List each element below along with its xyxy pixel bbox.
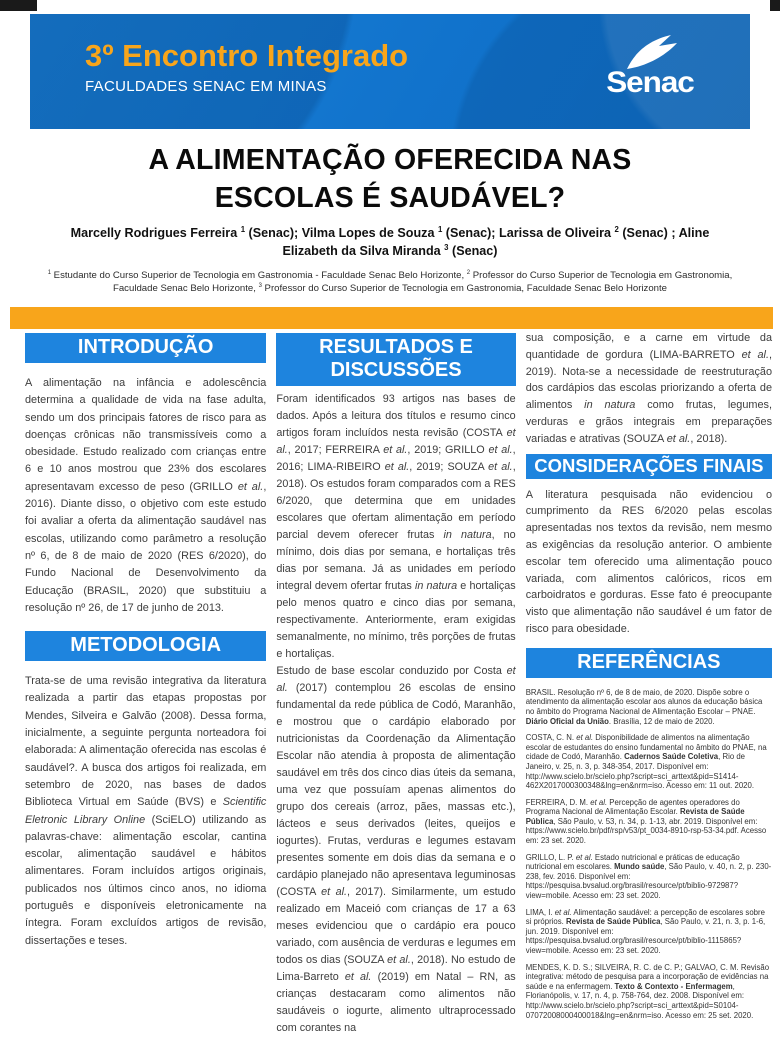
poster-title-line2: ESCOLAS É SAUDÁVEL? — [214, 182, 566, 214]
event-subtitle: FACULDADES SENAC EM MINAS — [85, 77, 327, 95]
section-heading-resultados: RESULTADOS E DISCUSSÕES — [276, 333, 515, 386]
reference-item-brasil: BRASIL. Resolução nº 6, de 8 de maio, de 2020. Dispõe sobre o atendimento da alimentação escolar aos alunos da educação básica no âmbito do Programa Nacional de Alimentação Escolar – PNAE. Diário Oficial da União. Brasília, 12 de maio de 2020. — [525, 687, 763, 726]
metodologia-text: Trata-se de uma revisão integrativa da literatura realizada a partir das etapas propostas por Mendes, Silveira e Galvão (2008). Dessa forma, inicialmente, a seguinte pergunta norteadora foi elaborada: A alimentação oferecida nas escolas é saudável?. A busca dos artigos foi realizada, em setembro de 2020, nas bases de dados Biblioteca Virtual em Saúde (BVS) e Scientific Eletronic Library Online (SciELO) utilizando as palavras-chave: alimentação escolar, cantina escolar, alimentação saudável e hábitos alimentares. Foram incluídos artigos originais, publicados nos últimos cinco anos, no idioma português e disponíveis eletronicamente na íntegra. Foram excluídos artigos de revisão, dissertações e teses. — [25, 675, 267, 947]
reference-item-mendes: MENDES, K. D. S.; SILVEIRA, R. C. de C. P.; GALVAO, C. M. Revisão integrativa: método de pesquisa para a incorporação de evidências na saúde e na enfermagem. Texto & Contexto - Enfermagem, Florianópolis, v. 17, n. 4, p. 758-764, dez. 2008. Disponível em: http://www.scielo.br/scielo.php?script=sci_arttext&pid=S0104-07072008000400018&lng=en&nrm=iso. Acesso em: 25 set. 2020. — [525, 962, 770, 1020]
reference-item-lima: LIMA, I. et al. Alimentação saudável: a percepção de escolares sobre si próprios. Revista de Saúde Pública, São Paulo, v. 21, n. 3, p. 1-6, jun. 2019. Disponível em: https://pesquisa.bvsalud.org/brasil/resource/pt/biblio-1115865?view=mobile. Acesso em: 23 set. 2020. — [525, 907, 766, 955]
reference-item-grillo: GRILLO, L. P. et al. Estado nutricional e práticas de educação nutricional em escolares. Mundo saúde, São Paulo, v. 40, n. 2, p. 230-238, fev. 2016. Disponível em: https://pesquisa.bvsalud.org/brasil/resource/pt/biblio-972987?view=mobile. Acesso em: 23 set. 2020. — [525, 852, 772, 901]
consideracoes-text: A literatura pesquisada não evidenciou o cumprimento da RES 6/2020 pelas escolas apresentadas nos textos da revisão, nem mesmo as exigências da resolução anterior. O ambiente escolar tem oferecido uma alimentação pouco variada, com alimentos calóricos, ricos em carboidratos e gorduras. Esse fato é preocupante visto que alimentação não saudável é um fator de risco para obesidade. — [525, 488, 773, 635]
resultados-text-continuation: sua composição, e a carne em virtude da quantidade de gordura (LIMA-BARRETO et al., 2019). Nota-se a necessidade de reestruturação dos cardápios das escolas priorizando a oferta de alimentos in natura como frutas, legumes, verduras e grãos integrais em preparações variadas e atrativas (SOUZA et al., 2018). — [525, 332, 773, 445]
resultados-text-part2: Estudo de base escolar conduzido por Costa et al. (2017) contemplou 26 escolas de ensino fundamental da rede pública de Codó, Maranhão, e mostrou que o cardápio elaborado por nutricionistas da Coordenação da Alimentação Escolar não atendia à proposta de alimentação saudável em três dos cinco dias úteis da semana, uma vez que possuíam apenas alimentos do grupo dos cereais (arroz, pães, massas etc.), lácteos e seus derivados (leites, queijos e iogurtes). Frutas, verduras e legumes estavam presentes somente em dois dias da semana e o cardápio planejado não apresentava leguminosas (COSTA et al., 2017). Similarmente, um estudo realizado em Maceió com crianças de 17 a 63 meses evidenciou que o cardápio era pouco variado, com ausência de verduras e legumes em todos os dias (SOUZA et al., 2018). No estudo de Lima-Barreto et al. (2019) em Natal – RN, as crianças destacaram como alimentos não saudáveis o iogurte, alimento ultraprocessado com corantes na — [276, 665, 516, 1034]
section-heading-referencias: REFERÊNCIAS — [526, 648, 772, 678]
poster-title — [40, 141, 740, 217]
poster-title-line1: A ALIMENTAÇÃO OFERECIDA NAS — [148, 144, 632, 176]
column-middle — [276, 333, 515, 1037]
column-right — [526, 333, 772, 1037]
crop-mark-top-left — [0, 0, 37, 11]
senac-logo — [590, 32, 710, 100]
section-heading-consideracoes: CONSIDERAÇÕES FINAIS — [526, 454, 772, 479]
crop-mark-top-right — [770, 0, 780, 11]
event-title: 3º Encontro Integrado — [85, 38, 409, 73]
reference-item-costa: COSTA, C. N. et al. Disponibilidade de alimentos na alimentação escolar de estudantes do ensino fundamental no âmbito do PNAE, na cidade de Codó, Maranhão. Cadernos Saúde Coletiva, Rio de Janeiro, v. 25, n. 3, p. 348-354, 2017. Disponível em: http://www.scielo.br/scielo.php?script=sci_arttext&pid=S1414-462X2017000300348&lng=en&nrm=iso. Acesso em: 11 out. 2020. — [525, 733, 767, 791]
reference-item-ferreira: FERREIRA, D. M. et al. Percepção de agentes operadores do Programa Nacional de Alimentação Escolar. Revista de Saúde Pública, São Paulo, v. 53, n. 34, p. 1-13, abr. 2019. Disponível em: https://www.scielo.br/pdf/rsp/v53/pt_0034-8910-rsp-53-34.pdf. Acesso em: 23 set. 2020. — [525, 797, 767, 846]
references-list — [526, 688, 772, 1020]
column-left — [25, 333, 266, 1037]
affiliations-line: $^1$ Estudante do Curso Superior de Tecnologia em Gastronomia - Faculdade Senac Belo Horizonte, $^2$ Professor do Curso Superior de Tecnologia em Gastronomia, Faculdade Senac Belo Horizonte, $^3$ Professor do Curso Superior de Tecnologia em Gastronomia, Faculdade Senac Belo Horizonte — [47, 269, 733, 294]
event-banner-text — [85, 40, 408, 95]
introducao-text: A alimentação na infância e adolescência determina a qualidade de vida na fase adulta, sendo um dos principais fatores de risco para as doenças crônicas não transmissíveis como a obesidade. Estudo realizado com crianças entre 6 e 10 anos mostrou que 23% dos escolares apresentavam excesso de peso (GRILLO et al., 2016). Diante disso, o objetivo com este estudo foi avaliar a oferta da alimentação saudável nas escolas, utilizando como parâmetro a resolução nº 6, de 8 de maio de 2020 (RES 6/2020), do Fundo Nacional de Desenvolvimento da Educação (BRASIL, 2020) que substituiu a resolução nº 26, de 17 de junho de 2013. — [25, 377, 267, 614]
authors-line: Marcelly Rodrigues Ferreira $^1$ (Senac); Vilma Lopes de Souza $^1$ (Senac); Larissa de Oliveira $^2$ (Senac) ; Aline Elizabeth da Silva Miranda $^3$ (Senac) — [70, 224, 710, 258]
section-heading-introducao: INTRODUÇÃO — [25, 333, 266, 363]
orange-divider — [10, 307, 773, 329]
resultados-text-part1: Foram identificados 93 artigos nas bases de dados. Após a leitura dos títulos e resumo cinco artigos foram incluídos nesta revisão (COSTA et al., 2017; FERREIRA et al., 2019; GRILLO et al., 2016; LIMA-RIBEIRO et al., 2019; SOUZA et al., 2018). Os estudos foram comparados com a RES 6/2020, que determina que em unidades escolares que ofertam alimentação em período parcial devem oferecer frutas in natura, no mínimo, dois dias por semana, e hortaliças três dias por semana. Já as unidades em período integral devem ofertar frutas in natura e hortaliças pelo menos quatro e cinco dias por semana, respectivamente. Anteriormente, eram exigidas semanalmente, no mínimo, três porções de frutas e hortaliças. — [276, 393, 516, 660]
section-heading-metodologia: METODOLOGIA — [25, 631, 266, 661]
event-banner — [30, 14, 750, 129]
poster-columns — [25, 333, 772, 1037]
senac-logo-text: Senac — [606, 66, 694, 99]
